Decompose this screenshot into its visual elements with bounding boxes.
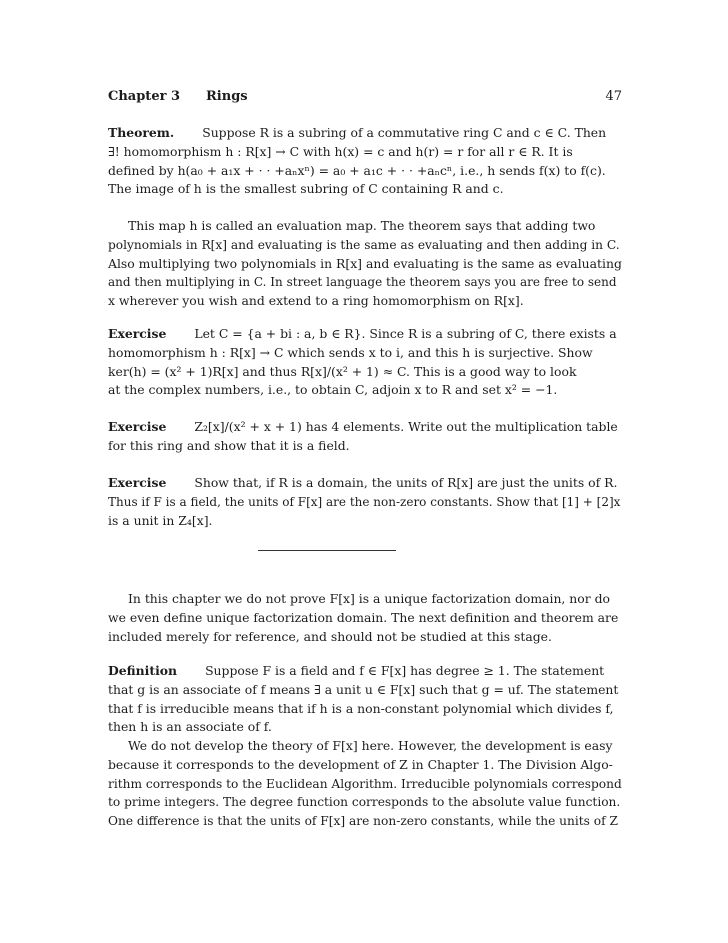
development-line-3: rithm corresponds to the Euclidean Algorithm. Irreducible polynomials correspond xyxy=(108,776,622,791)
theorem-line-1: Theorem. Suppose R is a subring of a commutative ring C and c ∈ C. Then xyxy=(108,125,607,140)
evaluation-line-2: polynomials in R[x] and evaluating is the same as evaluating and then adding in C. xyxy=(108,237,620,252)
page-number: 47 xyxy=(605,89,622,104)
running-header xyxy=(108,88,622,107)
definition-label: Definition xyxy=(108,663,178,678)
exercise-complex-line-2: homomorphism h : R[x] → C which sends x to i, and this h is surjective. Show xyxy=(108,344,593,360)
definition-line-2: that g is an associate of f means ∃ a unit u ∈ F[x] such that g = uf. The statement xyxy=(108,681,619,697)
development-paragraph xyxy=(108,737,622,831)
exercise-z2 xyxy=(108,418,622,456)
exercise-complex xyxy=(108,325,622,400)
intro-line-1: In this chapter we do not prove F[x] is a unique factorization domain, nor do xyxy=(128,591,610,606)
chapter-label: Chapter 3 xyxy=(108,89,181,104)
evaluation-line-1: This map h is called an evaluation map. The theorem says that adding two xyxy=(128,218,596,233)
exercise-complex-line-3: ker(h) = (x² + 1)R[x] and thus R[x]/(x² + 1) ≈ C. This is a good way to look xyxy=(108,363,577,379)
evaluation-paragraph xyxy=(108,217,622,311)
exercise-units-line-1: Exercise Show that, if R is a domain, the units of R[x] are just the units of R. xyxy=(108,475,618,490)
theorem-line-4: The image of h is the smallest subring of C containing R and c. xyxy=(108,181,504,197)
definition-line-3: that f is irreducible means that if h is a non-constant polynomial which divides f, xyxy=(108,700,614,716)
exercise-z2-line-1: Exercise Z₂[x]/(x² + x + 1) has 4 elements. Write out the multiplication table xyxy=(108,419,618,434)
intro-line-3: included merely for reference, and should not be studied at this stage. xyxy=(108,628,552,644)
theorem-line-2: ∃! homomorphism h : R[x] → C with h(x) = c and h(r) = r for all r ∈ R. It is xyxy=(108,143,573,159)
development-line-1: We do not develop the theory of F[x] here. However, the development is easy xyxy=(128,738,613,753)
development-line-2: because it corresponds to the development of Z in Chapter 1. The Division Algo- xyxy=(108,756,613,772)
theorem-line-3: defined by h(a₀ + a₁x + · · +aₙxⁿ) = a₀ + a₁c + · · +aₙcⁿ, i.e., h sends f(x) to f(c). xyxy=(108,162,606,178)
exercise-units-line-2: Thus if F is a field, the units of F[x] are the non-zero constants. Show that [1] + [2]x xyxy=(108,494,621,509)
theorem-block xyxy=(108,124,622,199)
evaluation-line-3: Also multiplying two polynomials in R[x] and evaluating is the same as evaluating xyxy=(108,255,622,271)
section-divider xyxy=(258,550,396,551)
exercise-z2-line-2: for this ring and show that it is a field. xyxy=(108,437,350,453)
definition-block xyxy=(108,662,622,737)
exercise-label: Exercise xyxy=(108,326,167,341)
chapter-title: Rings xyxy=(206,89,248,104)
evaluation-line-4: and then multiplying in C. In street language the theorem says you are free to send xyxy=(108,275,617,290)
definition-line-1: Definition Suppose F is a field and f ∈ F[x] has degree ≥ 1. The statement xyxy=(108,663,605,678)
development-line-4: to prime integers. The degree function corresponds to the absolute value function. xyxy=(108,795,621,810)
exercise-label: Exercise xyxy=(108,475,167,490)
exercise-complex-line-1: Exercise Let C = {a + bi : a, b ∈ R}. Since R is a subring of C, there exists a xyxy=(108,326,617,341)
exercise-complex-line-4: at the complex numbers, i.e., to obtain C, adjoin x to R and set x² = −1. xyxy=(108,382,558,398)
theorem-label: Theorem. xyxy=(108,125,175,140)
development-line-5: One difference is that the units of F[x] are non-zero constants, while the units of Z xyxy=(108,814,618,829)
exercise-units xyxy=(108,474,622,530)
definition-line-4: then h is an associate of f. xyxy=(108,719,272,735)
intro-paragraph xyxy=(108,590,622,646)
exercise-label: Exercise xyxy=(108,419,167,434)
intro-line-2: we even define unique factorization domain. The next definition and theorem are xyxy=(108,609,619,625)
evaluation-line-5: x wherever you wish and extend to a ring homomorphism on R[x]. xyxy=(108,293,524,309)
exercise-units-line-3: is a unit in Z₄[x]. xyxy=(108,512,213,528)
